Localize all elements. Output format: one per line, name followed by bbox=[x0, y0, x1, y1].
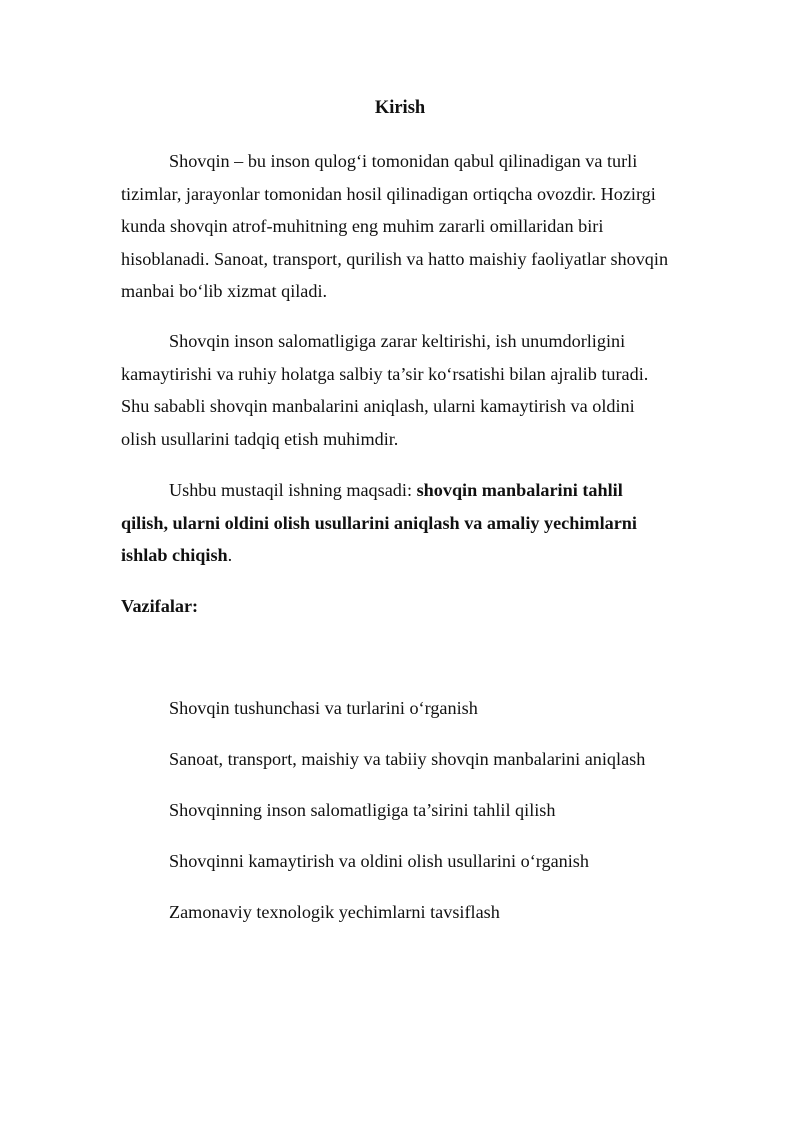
goal-lead-text: Ushbu mustaqil ishning maqsadi: bbox=[169, 480, 417, 500]
task-item: Sanoat, transport, maishiy va tabiiy shovqin manbalarini aniqlash bbox=[169, 749, 646, 769]
tasks-list bbox=[169, 694, 645, 949]
goal-bold-text: shovqin manbalarini tahlil qilish, ularni oldini olish usullarini aniqlash va amaliy yechimlarni ishlab chiqish bbox=[121, 480, 637, 565]
health-paragraph: Shovqin inson salomatligiga zarar keltirishi, ish unumdorligini kamaytirishi va ruhiy holatga salbiy ta’sir ko‘rsatishi bilan ajralib turadi. Shu sababli shovqin manbalarini aniqlash, ularni kamaytirish va oldini olish usullarini tadqiq etish muhimdir. bbox=[121, 331, 649, 449]
task-item: Shovqinni kamaytirish va oldini olish usullarini o‘rganish bbox=[169, 851, 589, 871]
tasks-heading: Vazifalar: bbox=[121, 596, 199, 616]
intro-paragraph: Shovqin – bu inson qulog‘i tomonidan qabul qilinadigan va turli tizimlar, jarayonlar tomonidan hosil qilinadigan ortiqcha ovozdir. Hozirgi kunda shovqin atrof-muhitning eng muhim zararli omillaridan biri hisoblanadi. Sanoat, transport, qurilish va hatto maishiy faoliyatlar shovqin manbai bo‘lib xizmat qiladi. bbox=[121, 151, 669, 301]
page-title: Kirish bbox=[374, 98, 426, 118]
task-item: Shovqinning inson salomatligiga ta’sirini tahlil qilish bbox=[169, 800, 556, 820]
task-item: Zamonaviy texnologik yechimlarni tavsiflash bbox=[169, 902, 500, 922]
goal-tail-text: . bbox=[227, 545, 233, 565]
goal-paragraph bbox=[121, 474, 669, 572]
task-item: Shovqin tushunchasi va turlarini o‘rganish bbox=[169, 698, 478, 718]
